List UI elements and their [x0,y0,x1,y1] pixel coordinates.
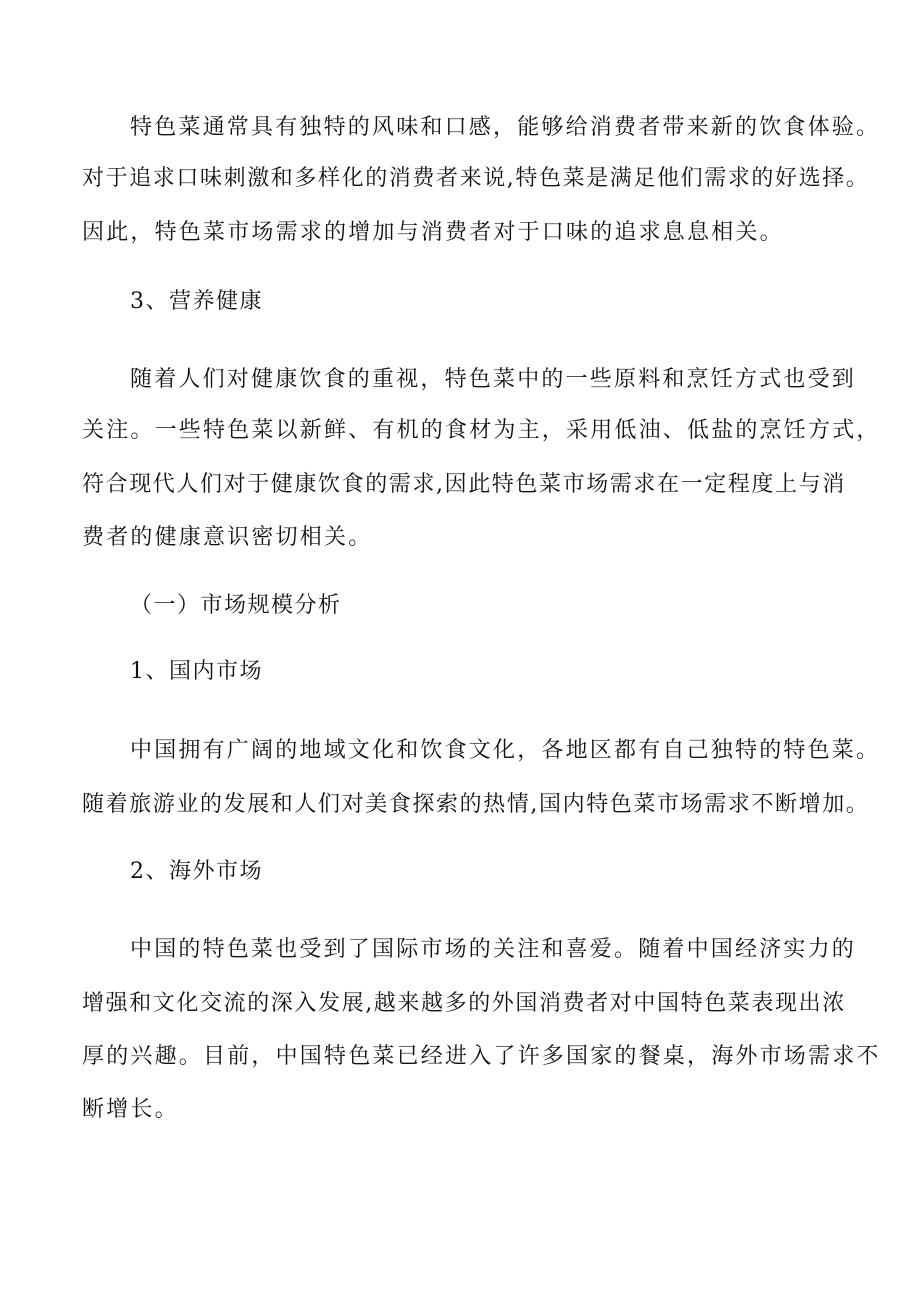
paragraph-line: 对于追求口味刺激和多样化的消费者来说,特色菜是满足他们需求的好选择。 [82,166,870,191]
paragraph-line: 随着人们对健康饮食的重视，特色菜中的一些原料和烹饪方式也受到 [130,367,857,392]
paragraph-line: 关注。一些特色菜以新鲜、有机的食材为主，采用低油、低盐的烹饪方式， [82,418,881,443]
section-heading-nutrition: 3、营养健康 [130,289,263,314]
paragraph-line: 费者的健康意识密切相关。 [82,525,373,550]
section-heading-overseas: 2、海外市场 [130,859,263,884]
paragraph-line: 增强和文化交流的深入发展,越来越多的外国消费者对中国特色菜表现出浓 [82,991,846,1016]
paragraph-line: 中国的特色菜也受到了国际市场的关注和喜爱。随着中国经济实力的 [130,937,857,962]
paragraph-line: 特色菜通常具有独特的风味和口感，能够给消费者带来新的饮食体验。 [130,115,881,140]
paragraph-line: 厚的兴趣。目前，中国特色菜已经进入了许多国家的餐桌，海外市场需求不 [82,1044,881,1069]
section-heading-domestic: 1、国内市场 [130,659,263,684]
section-heading-market-size: （一）市场规模分析 [130,593,342,618]
paragraph-line: 断增长。 [82,1097,179,1122]
paragraph-line: 符合现代人们对于健康饮食的需求,因此特色菜市场需求在一定程度上与消 [82,472,846,497]
paragraph-line: 随着旅游业的发展和人们对美食探索的热情,国内特色菜市场需求不断增加。 [82,792,870,817]
paragraph-line: 中国拥有广阔的地域文化和饮食文化，各地区都有自己独特的特色菜。 [130,738,881,763]
paragraph-line: 因此，特色菜市场需求的增加与消费者对于口味的追求息息相关。 [82,220,784,245]
